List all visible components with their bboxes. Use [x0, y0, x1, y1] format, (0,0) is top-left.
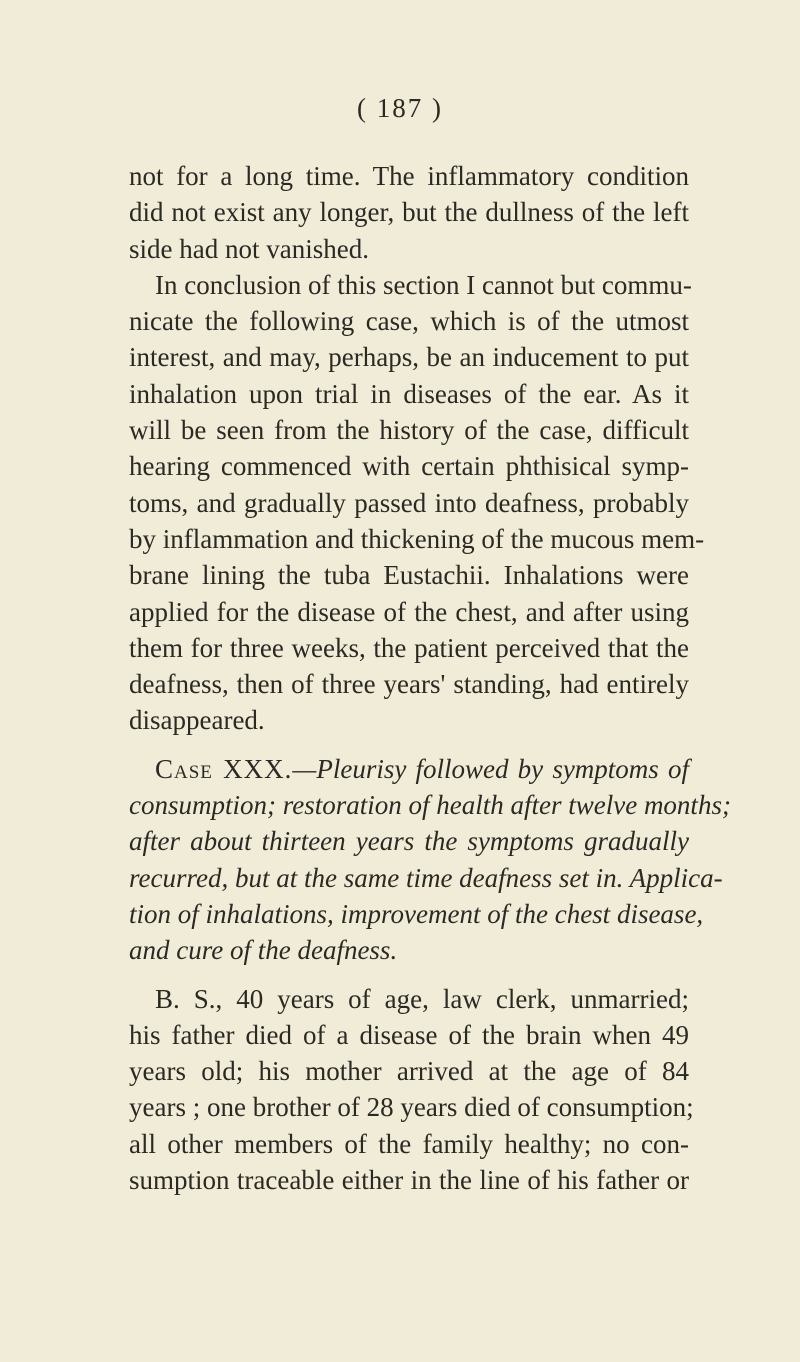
text-line: side had not vanished. [129, 233, 369, 264]
case-label: Case XXX. [155, 753, 293, 784]
text-line: applied for the disease of the chest, and after using [129, 596, 689, 627]
text-line: sumption traceable either in the line of his father or [129, 1165, 689, 1196]
case-title-line: and cure of the deafness. [129, 935, 398, 966]
text-line: not for a long time. The inflammatory condition [129, 161, 689, 191]
text-line: B. S., 40 years of age, law clerk, unmarried; [155, 983, 689, 1014]
page-number: ( 187 ) [357, 93, 443, 123]
text-line: inhalation upon trial in diseases of the ear. As it [129, 378, 689, 409]
case-title-line: recurred, but at the same time deafness set in. Applica- [129, 862, 723, 893]
paragraph-3 [129, 981, 694, 1199]
text-line: toms, and gradually passed into deafness, probably [129, 487, 689, 518]
paragraph-1 [129, 158, 689, 267]
text-line: brane lining the tuba Eustachii. Inhalations were [129, 560, 689, 591]
case-title-line: after about thirteen years the symptoms gradually [129, 826, 689, 857]
case-title-line: tion of inhalations, improvement of the chest disease, [129, 898, 704, 929]
text-line: nicate the following case, which is of the utmost [129, 306, 689, 337]
text-line: In conclusion of this section I cannot but commu- [155, 269, 692, 300]
case-heading-line [129, 751, 689, 787]
text-line: interest, and may, perhaps, be an inducement to put [129, 342, 689, 373]
text-line: deafness, then of three years' standing, had entirely [129, 669, 689, 700]
text-line: years ; one brother of 28 years died of consumption; [129, 1092, 694, 1123]
text-line: disappeared. [129, 705, 265, 736]
text-line: years old; his mother arrived at the age of 84 [129, 1056, 689, 1087]
paragraph-gap [129, 969, 689, 981]
paragraph-2 [129, 267, 705, 739]
case-title: —Pleurisy followed by symptoms of [292, 753, 689, 784]
text-line: did not exist any longer, but the dullness of the left [129, 197, 689, 228]
text-line: them for three weeks, the patient perceived that the [129, 632, 689, 663]
text-line: hearing commenced with certain phthisical symp- [129, 451, 689, 482]
paragraph-gap [129, 739, 689, 751]
case-title-line: consumption; restoration of health after twelve months; [129, 790, 731, 821]
text-line: will be seen from the history of the case, difficult [129, 415, 689, 446]
case-heading [129, 751, 731, 969]
text-line: his father died of a disease of the brain when 49 [129, 1019, 689, 1050]
text-line: all other members of the family healthy; no con- [129, 1128, 689, 1159]
body-text [129, 158, 731, 1198]
text-line: by inflammation and thickening of the mucous mem- [129, 523, 705, 554]
